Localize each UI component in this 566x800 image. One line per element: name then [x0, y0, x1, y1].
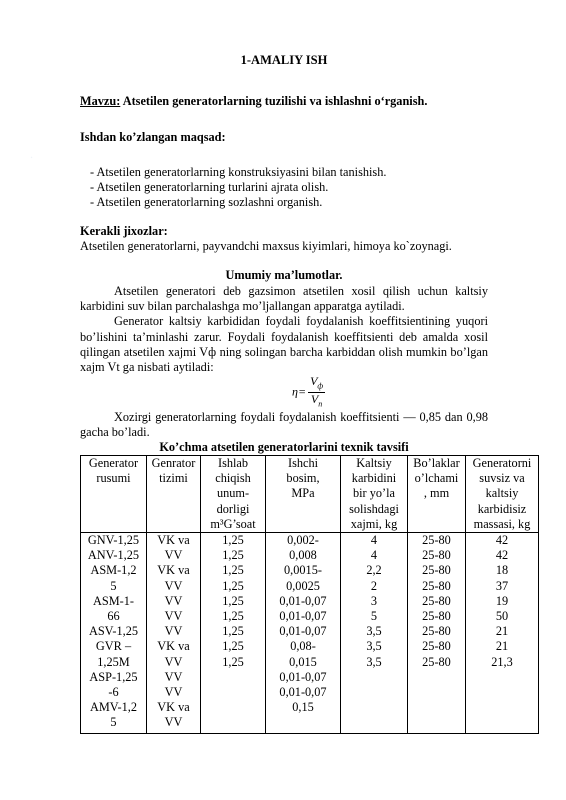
cell-value: 25-80: [422, 624, 451, 639]
cell-value: 1,25M: [97, 654, 130, 669]
header-line: m³G’soat: [210, 516, 256, 531]
cell-value: 19: [495, 593, 509, 608]
header-line: Ishchi: [287, 456, 319, 470]
cell-value: 4: [370, 533, 378, 548]
cell-value: GVR –: [95, 639, 132, 654]
cell-value: 0,08-: [290, 639, 316, 654]
numerator-symbol: V: [310, 374, 318, 388]
cell-value: VK va: [157, 563, 190, 578]
cell-value: VV: [164, 609, 183, 624]
cell-value: 1,25: [222, 563, 244, 578]
cell-value: ANV-1,25: [87, 548, 140, 563]
table-cell: [341, 533, 408, 734]
cell-value: 0,01-0,07: [279, 685, 327, 700]
table-header-cell: [266, 456, 341, 533]
cell-value: VV: [164, 624, 183, 639]
cell-value: 21: [495, 639, 509, 654]
cell-value: VV: [164, 669, 183, 684]
cell-value: 0,0015-: [284, 563, 322, 578]
cell-value: VV: [164, 593, 183, 608]
cell-value: 42: [495, 548, 509, 563]
cell-value: 0,01-0,07: [279, 624, 327, 639]
header-line: suvsiz va: [479, 471, 525, 486]
efficiency-formula: [292, 375, 325, 411]
formula-numerator: [308, 375, 325, 393]
table-header-row: [81, 456, 539, 533]
header-line: kaltsiy: [485, 486, 519, 501]
topic-text: Atsetilen generatorlarning tuzilishi va ishlashni o‘rganish.: [120, 94, 428, 108]
numerator-subscript: ф: [317, 381, 324, 391]
table-title: Ko’chma atsetilen generatorlarini texnik tavsifi: [159, 440, 409, 454]
cell-value: VV: [164, 715, 183, 730]
cell-value: 1,25: [222, 593, 244, 608]
header-line: Genrator: [151, 456, 196, 470]
cell-value: 3,5: [366, 639, 382, 654]
cell-value: VK va: [157, 700, 190, 715]
cell-value: 2: [370, 578, 378, 593]
cell-value: 0,01-0,07: [279, 609, 327, 624]
cell-value: 2,2: [366, 563, 382, 578]
watermark: ·: [26, 151, 38, 164]
cell-value: 5: [370, 609, 378, 624]
cell-value: 25-80: [422, 654, 451, 669]
page-title: 1-AMALIY ISH: [240, 53, 328, 67]
header-line: MPa: [291, 486, 315, 501]
header-line: karbidisiz: [477, 501, 527, 516]
cell-value: 66: [107, 609, 120, 624]
table-header-cell: [408, 456, 466, 533]
denominator-subscript: п: [318, 399, 323, 409]
cell-value: -6: [108, 685, 119, 700]
header-line: , mm: [423, 486, 450, 501]
cell-value: 18: [495, 563, 509, 578]
equipment-text: Atsetilen generatorlarni, payvandchi maxsus kiyimlari, himoya ko`zoynagi.: [80, 239, 452, 253]
paragraph: Generator kaltsiy karbididan foydali foydalanish koeffitsientining yuqori bo’lishini ta’minlashi zarur. Foydali foydalanish koeffitsienti deb amalda xosil qilingan atsetilen xajmi Vф ning solingan barcha karbiddan olish mumkin bo’lgan xajm Vt ga nisbati aytiladi:: [80, 314, 488, 375]
cell-value: 25-80: [422, 593, 451, 608]
cell-value: 21: [495, 624, 509, 639]
denominator-symbol: V: [310, 392, 319, 407]
goal-item: - Atsetilen generatorlarning turlarini ajrata olish.: [90, 180, 329, 195]
header-line: Kaltsiy: [356, 456, 392, 470]
header-line: bosim,: [286, 471, 320, 486]
header-line: unum-: [216, 486, 250, 501]
cell-value: 5: [110, 715, 117, 730]
generator-spec-table: [80, 455, 539, 734]
formula-denominator: [308, 393, 325, 410]
cell-value: VV: [164, 548, 183, 563]
cell-value: 3,5: [366, 654, 382, 669]
table-header-cell: [466, 456, 539, 533]
goals-heading: Ishdan ko’zlangan maqsad:: [80, 130, 226, 144]
header-line: chiqish: [215, 471, 251, 486]
cell-value: VK va: [157, 533, 190, 548]
cell-value: 1,25: [222, 548, 244, 563]
cell-value: 25-80: [422, 639, 451, 654]
formula-fraction: [308, 375, 325, 411]
cell-value: GNV-1,25: [87, 533, 140, 548]
table-header-cell: [147, 456, 201, 533]
cell-value: VV: [164, 654, 183, 669]
paragraph: Atsetilen generatori deb gazsimon atsetilen xosil qilish uchun kaltsiy karbidini suv bilan parchalashga mo’ljallangan apparatga aytiladi.: [80, 284, 488, 314]
cell-value: 25-80: [422, 578, 451, 593]
table-cell: [81, 533, 147, 734]
equipment-heading: Kerakli jixozlar:: [80, 224, 168, 238]
cell-value: 1,25: [222, 654, 244, 669]
table-cell: [408, 533, 466, 734]
cell-value: 1,25: [222, 533, 244, 548]
header-line: Generatorni: [472, 456, 532, 470]
section-heading: Umumiy ma’lumotlar.: [225, 268, 343, 282]
header-line: karbidini: [351, 471, 397, 486]
cell-value: VV: [164, 578, 183, 593]
cell-value: 0,15: [292, 700, 314, 715]
cell-value: 5: [110, 578, 117, 593]
cell-value: 42: [495, 533, 509, 548]
cell-value: 25-80: [422, 548, 451, 563]
cell-value: 21,3: [491, 654, 513, 669]
header-line: dorligi: [216, 501, 250, 516]
cell-value: AMV-1,2: [89, 700, 138, 715]
cell-value: 50: [495, 609, 509, 624]
cell-value: VK va: [157, 639, 190, 654]
table-cell: [147, 533, 201, 734]
cell-value: 25-80: [422, 609, 451, 624]
cell-value: 1,25: [222, 624, 244, 639]
header-line: tizimi: [159, 471, 188, 486]
cell-value: ASV-1,25: [88, 624, 139, 639]
cell-value: 1,25: [222, 578, 244, 593]
table-row: [81, 533, 539, 734]
cell-value: VV: [164, 685, 183, 700]
header-line: solishdagi: [349, 501, 399, 516]
formula-lhs: η=: [292, 384, 307, 399]
cell-value: 4: [370, 548, 378, 563]
paragraph: Xozirgi generatorlarning foydali foydalanish koeffitsienti — 0,85 dan 0,98 gacha bo’ladi.: [80, 410, 488, 440]
cell-value: 0,01-0,07: [279, 669, 327, 684]
cell-value: 25-80: [422, 563, 451, 578]
goal-item: - Atsetilen generatorlarning sozlashni organish.: [90, 195, 323, 210]
header-line: xajmi, kg: [350, 516, 398, 531]
cell-value: 0,008: [289, 548, 317, 563]
cell-value: 1,25: [222, 609, 244, 624]
topic-label: Mavzu:: [80, 94, 121, 108]
cell-value: ASM-1,2: [90, 563, 137, 578]
header-line: rusumi: [96, 471, 131, 486]
table-cell: [201, 533, 266, 734]
table-header-cell: [341, 456, 408, 533]
cell-value: 1,25: [222, 639, 244, 654]
cell-value: ASM-1-: [93, 593, 134, 608]
table-header-cell: [201, 456, 266, 533]
body-paragraphs: [80, 284, 488, 375]
cell-value: 3: [370, 593, 378, 608]
header-line: Ishlab: [217, 456, 249, 470]
header-line: massasi, kg: [473, 516, 531, 531]
cell-value: 0,002-: [287, 533, 319, 548]
header-line: bir yo’la: [352, 486, 395, 501]
topic-line: [80, 94, 510, 109]
cell-value: 0,0025: [286, 578, 320, 593]
header-line: Generator: [88, 456, 139, 470]
table-header-cell: [81, 456, 147, 533]
goal-item: - Atsetilen generatorlarning konstruksiyasini bilan tanishish.: [90, 165, 387, 179]
cell-value: 0,01-0,07: [279, 593, 327, 608]
body-paragraph-3: [80, 410, 488, 440]
table-cell: [466, 533, 539, 734]
header-line: Bo’laklar: [413, 456, 460, 470]
goals-list: [90, 165, 490, 211]
cell-value: 25-80: [422, 533, 451, 548]
cell-value: 37: [495, 578, 509, 593]
table-cell: [266, 533, 341, 734]
cell-value: ASP-1,25: [89, 669, 138, 684]
cell-value: 0,015: [289, 654, 317, 669]
cell-value: 3,5: [366, 624, 382, 639]
header-line: o’lchami: [414, 471, 459, 486]
